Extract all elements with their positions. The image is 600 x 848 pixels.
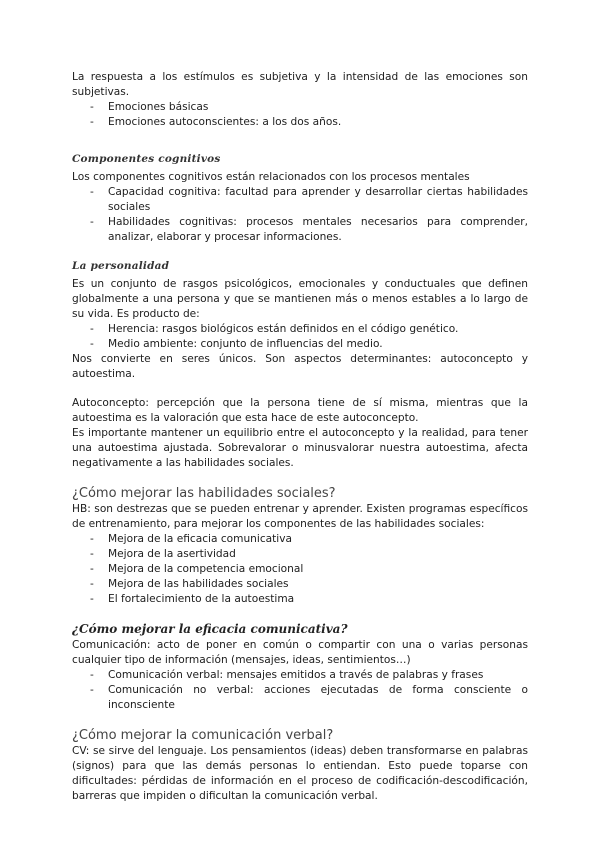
list-item: - Mejora de la competencia emocional: [72, 562, 528, 577]
cognitivos-heading: Componentes cognitivos: [72, 153, 221, 165]
intro-list: [72, 100, 528, 130]
eficacia-paragraph: Comunicación: acto de poner en común o compartir con una o varias personas cualquier tipo de información (mensajes, ideas, sentimientos…): [72, 639, 528, 666]
eficacia-list: [72, 668, 528, 713]
list-item: - Comunicación no verbal: acciones ejecutadas de forma consciente o inconsciente: [72, 683, 528, 713]
eficacia-heading: ¿Cómo mejorar la eficacia comunicativa?: [72, 622, 348, 636]
personalidad-summary: Nos convierte en seres únicos. Son aspectos determinantes: autoconcepto y autoestima.: [72, 353, 528, 380]
document-page: [72, 70, 528, 804]
habilidades-paragraph: HB: son destrezas que se pueden entrenar y aprender. Existen programas específicos de entrenamiento, para mejorar los componentes de las habilidades sociales:: [72, 503, 528, 530]
equilibrio-paragraph: Es importante mantener un equilibrio entre el autoconcepto y la realidad, para tener una autoestima ajustada. Sobrevalorar o minusvalorar nuestra autoestima, afecta negativamente a las habilidades sociales.: [72, 427, 528, 469]
personalidad-list: [72, 322, 528, 352]
personalidad-paragraph: Es un conjunto de rasgos psicológicos, emocionales y conductuales que definen globalmente a una persona y que se mantienen más o menos estables a lo largo de su vida. Es producto de:: [72, 278, 528, 320]
list-item: - Capacidad cognitiva: facultad para aprender y desarrollar ciertas habilidades sociales: [72, 185, 528, 215]
habilidades-list: [72, 532, 528, 607]
habilidades-heading: ¿Cómo mejorar las habilidades sociales?: [72, 486, 336, 501]
cognitivos-list: [72, 185, 528, 245]
verbal-paragraph: CV: se sirve del lenguaje. Los pensamientos (ideas) deben transformarse en palabras (signos) para que las demás personas lo entiendan. Esto puede toparse con dificultades: pérdidas de información en el proceso de codificación-descodificación, barreras que impiden o dificultan la comunicación verbal.: [72, 745, 528, 802]
list-item: - Comunicación verbal: mensajes emitidos a través de palabras y frases: [72, 668, 528, 683]
list-item: - Medio ambiente: conjunto de influencias del medio.: [72, 337, 528, 352]
list-item: - Mejora de la asertividad: [72, 547, 528, 562]
list-item: - Mejora de las habilidades sociales: [72, 577, 528, 592]
personalidad-heading: La personalidad: [72, 260, 170, 272]
list-item: - Emociones básicas: [72, 100, 528, 115]
list-item: - Mejora de la eficacia comunicativa: [72, 532, 528, 547]
cognitivos-paragraph: Los componentes cognitivos están relacionados con los procesos mentales: [72, 171, 470, 183]
autoconcepto-paragraph: Autoconcepto: percepción que la persona tiene de sí misma, mientras que la autoestima es la valoración que esta hace de este autoconcepto.: [72, 397, 528, 424]
intro-paragraph: La respuesta a los estímulos es subjetiva y la intensidad de las emociones son subjetivas.: [72, 71, 528, 98]
verbal-heading: ¿Cómo mejorar la comunicación verbal?: [72, 728, 334, 743]
list-item: - Habilidades cognitivas: procesos mentales necesarios para comprender, analizar, elaborar y procesar informaciones.: [72, 215, 528, 245]
list-item: - Herencia: rasgos biológicos están definidos en el código genético.: [72, 322, 528, 337]
list-item: - Emociones autoconscientes: a los dos años.: [72, 115, 528, 130]
list-item: - El fortalecimiento de la autoestima: [72, 592, 528, 607]
